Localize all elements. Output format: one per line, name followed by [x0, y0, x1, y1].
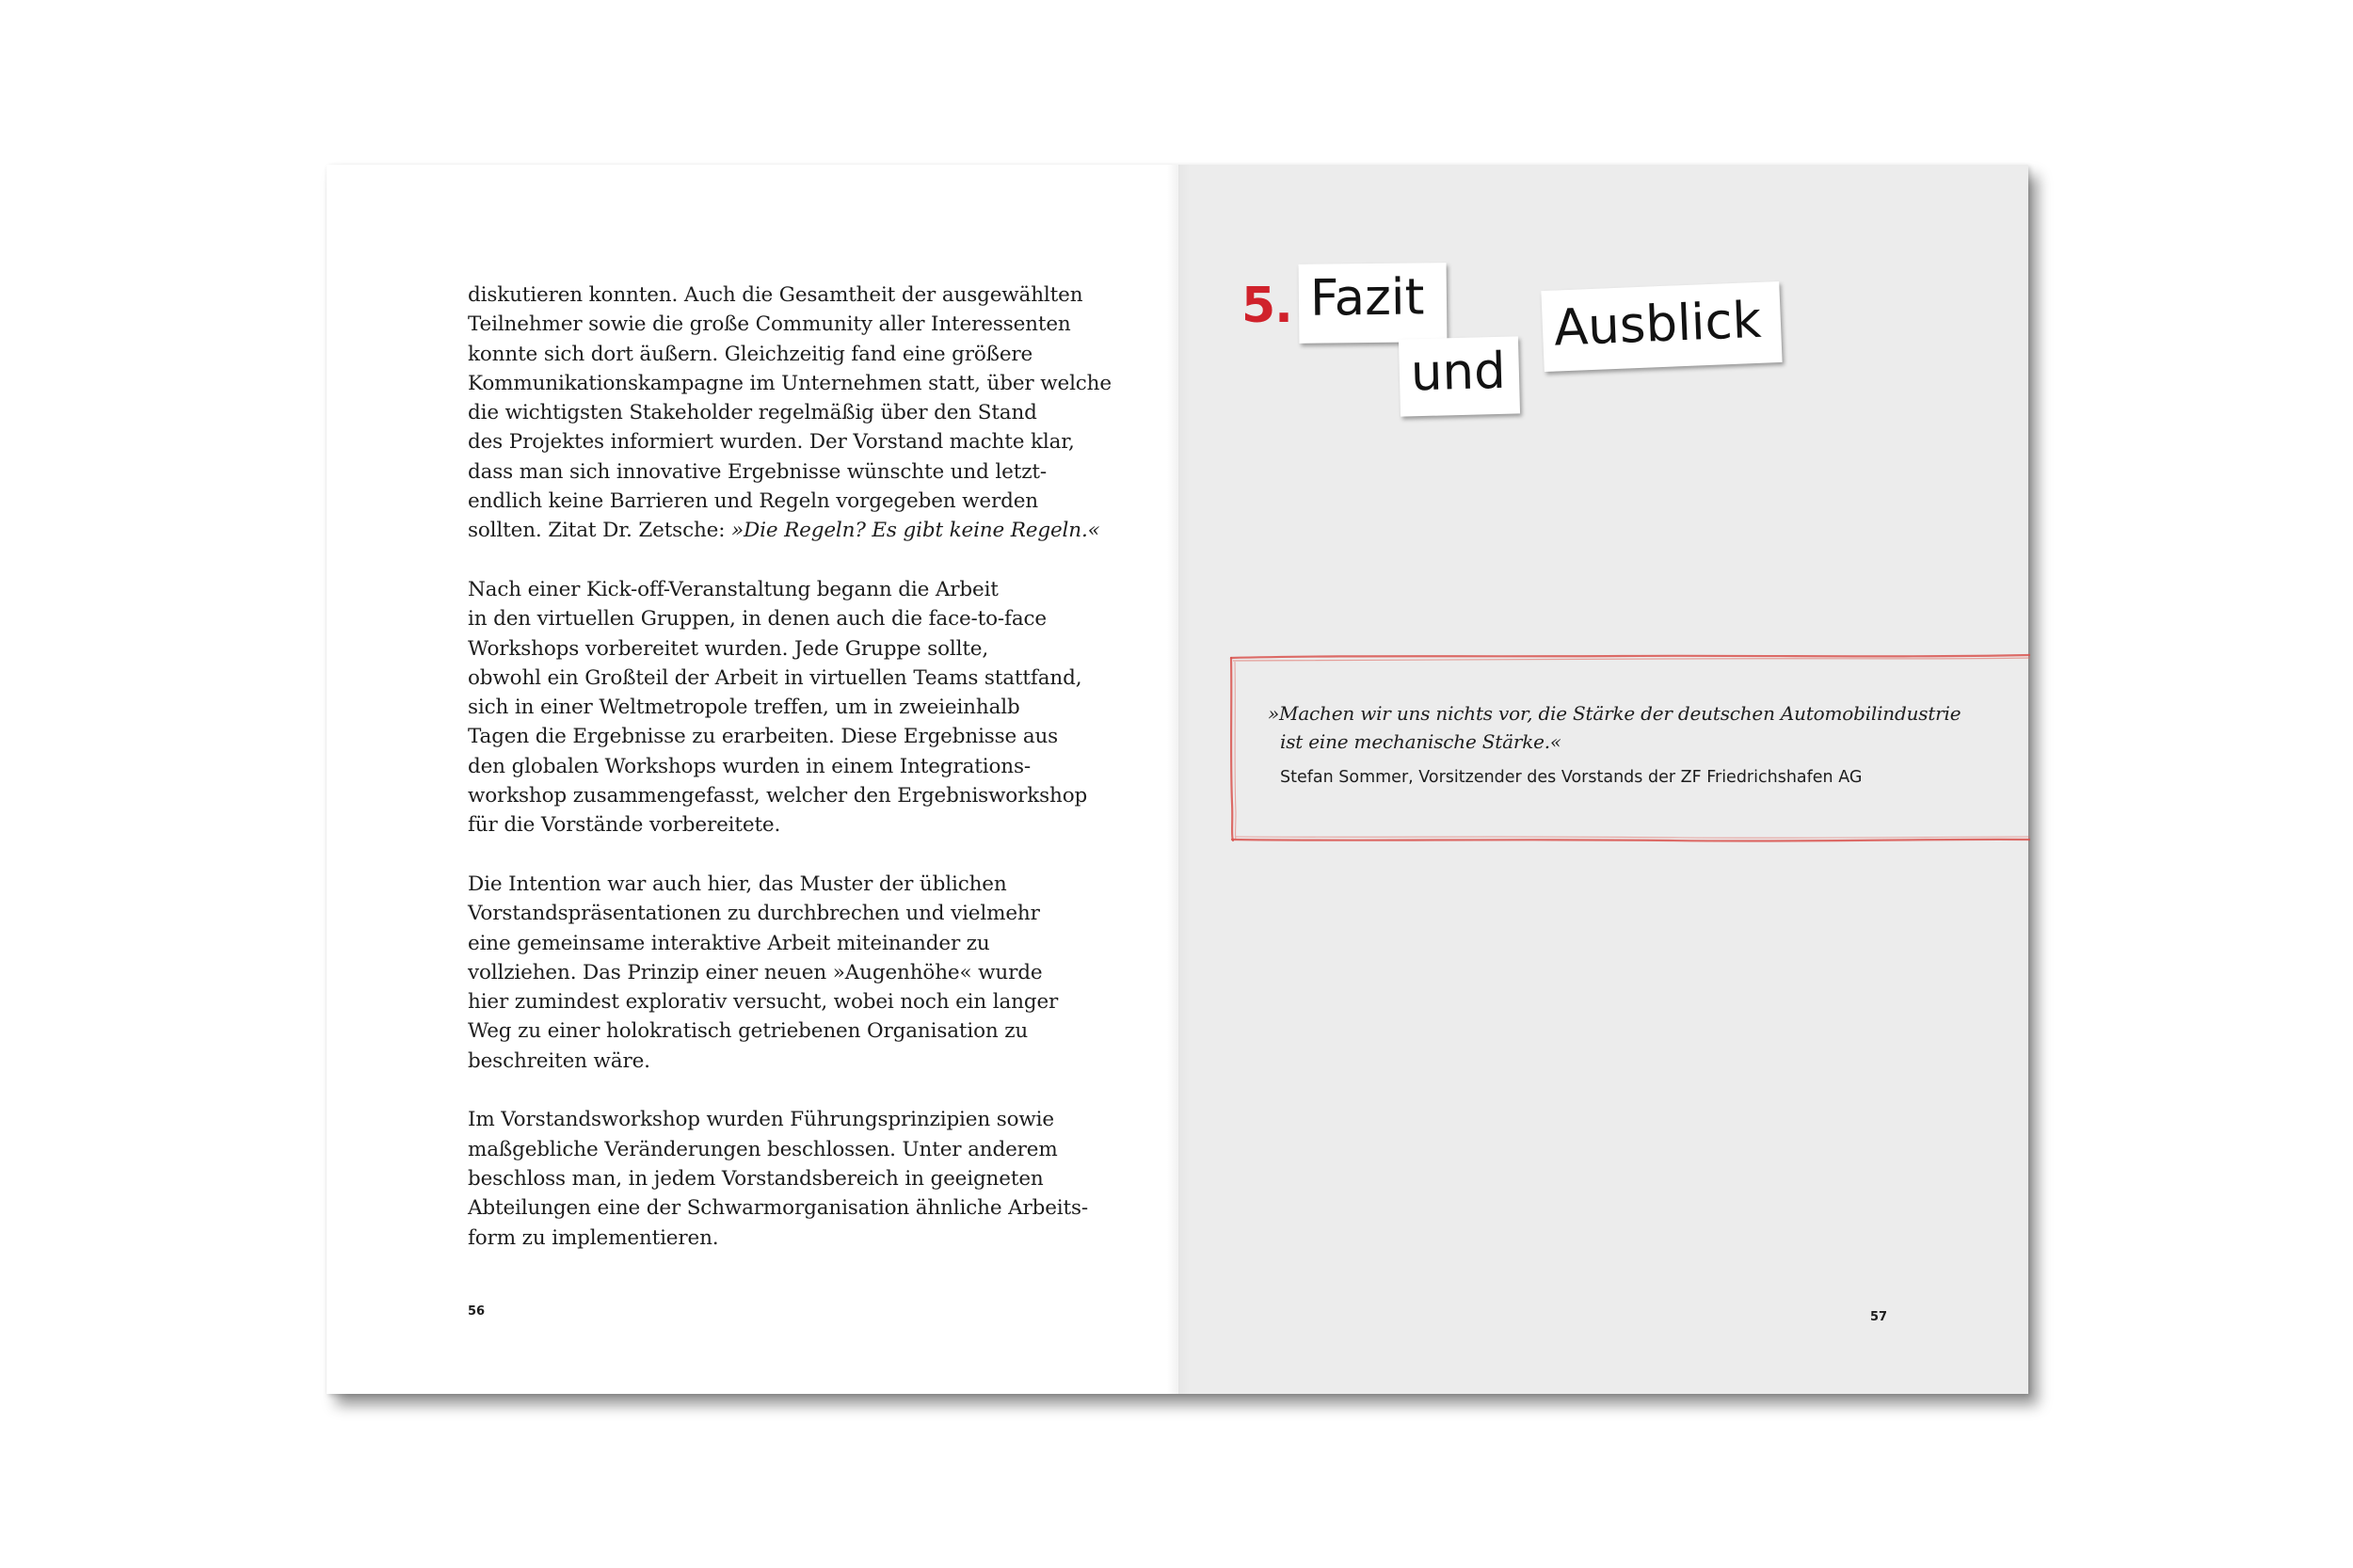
text-line-prefix: sollten. Zitat Dr. Zetsche:	[468, 519, 732, 543]
chapter-label-ausblick: Ausblick	[1541, 281, 1782, 372]
text-line: den globalen Workshops wurden in einem Integrations-	[468, 754, 1031, 778]
text-line: Die Intention war auch hier, das Muster der üblichen	[468, 872, 1007, 896]
pull-quote	[1268, 699, 1983, 756]
text-line: Tagen die Ergebnisse zu erarbeiten. Diese Ergebnisse aus	[468, 725, 1059, 749]
text-line: konnte sich dort äußern. Gleichzeitig fand eine größere	[468, 342, 1033, 366]
chapter-number: 5.	[1241, 278, 1292, 334]
text-line: Weg zu einer holokratisch getriebenen Organisation zu	[468, 1019, 1029, 1044]
text-line: dass man sich innovative Ergebnisse wünschte und letzt-	[468, 459, 1047, 484]
paragraph-1	[468, 280, 1112, 546]
text-line: Teilnehmer sowie die große Community aller Interessenten	[468, 312, 1071, 337]
text-line: sich in einer Weltmetropole treffen, um in zweieinhalb	[468, 696, 1020, 720]
text-line: maßgebliche Veränderungen beschlossen. Unter anderem	[468, 1137, 1058, 1161]
page-number-right: 57	[1870, 1310, 1888, 1324]
text-line: endlich keine Barrieren und Regeln vorgegeben werden	[468, 489, 1038, 514]
text-line: vollziehen. Das Prinzip einer neuen »Augenhöhe« wurde	[468, 960, 1043, 984]
text-line: Vorstandspräsentationen zu durchbrechen und vielmehr	[468, 902, 1040, 926]
text-line: diskutieren konnten. Auch die Gesamtheit der ausgewählten	[468, 283, 1083, 307]
left-page	[327, 165, 1178, 1394]
text-line: Workshops vorbereitet wurden. Jede Gruppe sollte,	[468, 636, 989, 661]
paragraph-4	[468, 1105, 1089, 1252]
text-line: Nach einer Kick-off-Veranstaltung begann die Arbeit	[468, 577, 999, 601]
paragraph-2	[468, 575, 1088, 840]
text-line: hier zumindest explorativ versucht, wobei noch ein langer	[468, 990, 1059, 1015]
text-line: Abteilungen eine der Schwarmorganisation ähnliche Arbeits-	[468, 1196, 1089, 1221]
text-line	[468, 516, 1100, 545]
chapter-label-und: und	[1399, 336, 1520, 416]
chapter-label-fazit: Fazit	[1299, 263, 1448, 344]
text-line: beschreiten wäre.	[468, 1048, 650, 1073]
book-spread	[327, 165, 2028, 1394]
text-line: Kommunikationskampagne im Unternehmen statt, über welche	[468, 371, 1112, 395]
text-line: beschloss man, in jedem Vorstandsbereich in geeigneten	[468, 1166, 1044, 1191]
pull-quote-line-1: »Machen wir uns nichts vor, die Stärke der deutschen Automobilindustrie	[1268, 702, 1961, 725]
text-line: für die Vorstände vorbereitete.	[468, 813, 781, 838]
text-line: workshop zusammengefasst, welcher den Ergebnisworkshop	[468, 784, 1088, 808]
text-line: des Projektes informiert wurden. Der Vorstand machte klar,	[468, 430, 1075, 455]
page-number-left: 56	[468, 1304, 486, 1319]
quote-attribution: Stefan Sommer, Vorsitzender des Vorstands der ZF Friedrichshafen AG	[1280, 768, 1863, 787]
text-line: eine gemeinsame interaktive Arbeit miteinander zu	[468, 931, 990, 955]
text-line: obwohl ein Großteil der Arbeit in virtuellen Teams stattfand,	[468, 665, 1082, 690]
text-line: die wichtigsten Stakeholder regelmäßig über den Stand	[468, 401, 1037, 425]
text-line: form zu implementieren.	[468, 1225, 719, 1250]
inline-quote: »Die Regeln? Es gibt keine Regeln.«	[731, 519, 1100, 543]
body-text	[468, 280, 1112, 1282]
text-line: in den virtuellen Gruppen, in denen auch die face-to-face	[468, 607, 1047, 632]
paragraph-3	[468, 870, 1070, 1076]
pull-quote-line-2: ist eine mechanische Stärke.«	[1280, 730, 1561, 753]
text-line: Im Vorstandsworkshop wurden Führungsprinzipien sowie	[468, 1108, 1054, 1132]
